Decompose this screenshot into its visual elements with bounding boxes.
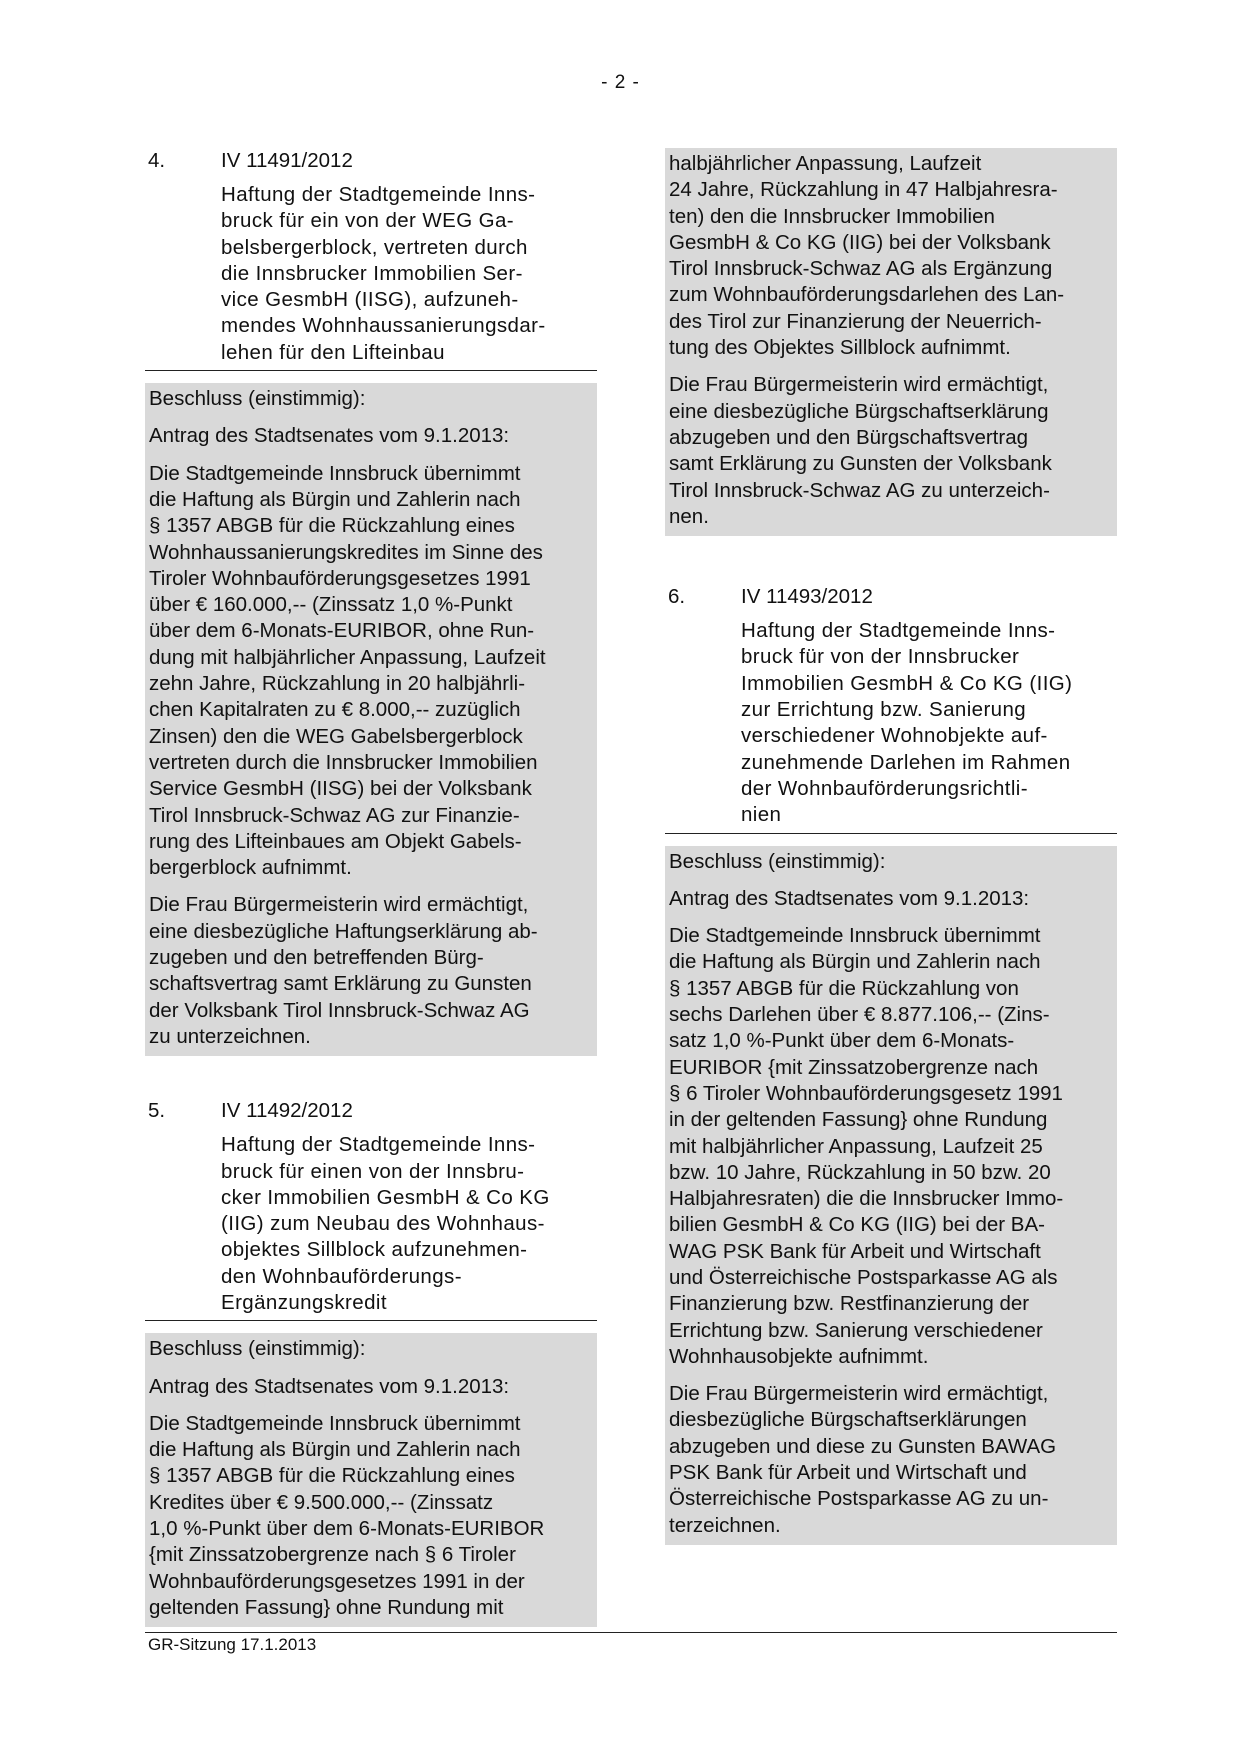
text-line: Wohnhaussanierungskredites im Sinne des (149, 540, 543, 564)
resolution-label: Beschluss (einstimmig): (669, 849, 886, 873)
title-line: nien (741, 803, 782, 827)
text-line: Errichtung bzw. Sanierung verschiedener (669, 1318, 1043, 1342)
title-line: (IIG) zum Neubau des Wohnhaus- (221, 1212, 545, 1236)
item-4-id: IV 11491/2012 (221, 149, 353, 172)
text-line: WAG PSK Bank für Arbeit und Wirtschaft (669, 1239, 1041, 1263)
text-line: sechs Darlehen über € 8.877.106,-- (Zins- (669, 1003, 1050, 1027)
title-line: zur Errichtung bzw. Sanierung (741, 698, 1027, 722)
text-line: rung des Lifteinbaues am Objekt Gabels- (149, 829, 522, 853)
text-line: chen Kapitalraten zu € 8.000,-- zuzüglich (149, 698, 521, 722)
title-line: Haftung der Stadtgemeinde Inns- (741, 619, 1056, 643)
resolution-label: Beschluss (einstimmig): (149, 1337, 366, 1361)
authorization-text (669, 372, 1113, 530)
title-line: cker Immobilien GesmbH & Co KG (221, 1185, 550, 1209)
decision-text-continued (669, 151, 1113, 361)
text-line: satz 1,0 %-Punkt über dem 6-Monats- (669, 1029, 1015, 1053)
page-number: - 2 - (601, 72, 640, 93)
title-line: den Wohnbauförderungs- (221, 1264, 462, 1288)
decision-text (149, 461, 593, 882)
section-divider (145, 1320, 597, 1321)
text-line: terzeichnen. (669, 1513, 781, 1537)
text-line: § 1357 ABGB für die Rückzahlung eines (149, 514, 515, 538)
text-line: geltenden Fassung} ohne Rundung mit (149, 1595, 504, 1619)
text-line: zehn Jahre, Rückzahlung in 20 halbjährli- (149, 672, 526, 696)
text-line: Tirol Innsbruck-Schwaz AG als Ergänzung (669, 257, 1053, 281)
title-line: verschiedener Wohnobjekte auf- (741, 724, 1048, 748)
text-line: Die Frau Bürgermeisterin wird ermächtigt, (669, 373, 1049, 397)
item-4-number: 4. (148, 149, 166, 172)
footer-divider (145, 1632, 1117, 1633)
text-line: Die Frau Bürgermeisterin wird ermächtigt, (149, 893, 529, 917)
text-line: 24 Jahre, Rückzahlung in 47 Halbjahresra- (669, 178, 1058, 202)
motion-label: Antrag des Stadtsenates vom 9.1.2013: (149, 1374, 510, 1398)
title-line: lehen für den Lifteinbau (221, 340, 445, 364)
item-5-header (145, 1098, 597, 1124)
item-6-number: 6. (668, 585, 686, 609)
text-line: Die Stadtgemeinde Innsbruck übernimmt (669, 924, 1041, 948)
title-line: mendes Wohnhaussanierungsdar- (221, 314, 546, 338)
text-line: die Haftung als Bürgin und Zahlerin nach (149, 1438, 521, 1462)
text-line: Tirol Innsbruck-Schwaz AG zur Finanzie- (149, 803, 520, 827)
text-line: tung des Objektes Sillblock aufnimmt. (669, 336, 1011, 360)
text-line: bilien GesmbH & Co KG (IIG) bei der BA- (669, 1213, 1045, 1237)
text-line: Tiroler Wohnbauförderungsgesetzes 1991 (149, 566, 531, 590)
title-line: Haftung der Stadtgemeinde Inns- (221, 183, 536, 206)
text-line: bzw. 10 Jahre, Rückzahlung in 50 bzw. 20 (669, 1160, 1051, 1184)
title-line: Immobilien GesmbH & Co KG (IIG) (741, 671, 1073, 695)
item-5-decision-box-continued (665, 148, 1117, 536)
text-line: diesbezügliche Bürgschaftserklärungen (669, 1408, 1027, 1432)
text-line: dung mit halbjährlicher Anpassung, Laufzeit (149, 645, 546, 669)
text-line: und Österreichische Postsparkasse AG als (669, 1265, 1058, 1289)
title-line: Haftung der Stadtgemeinde Inns- (221, 1133, 536, 1157)
text-line: EURIBOR {mit Zinssatzobergrenze nach (669, 1055, 1039, 1079)
text-line: {mit Zinssatzobergrenze nach § 6 Tiroler (149, 1543, 516, 1567)
text-line: Kredites über € 9.500.000,-- (Zinssatz (149, 1490, 494, 1514)
item-6-header (665, 584, 1117, 610)
title-line: belsbergerblock, vertreten durch (221, 235, 528, 259)
footer-text: GR-Sitzung 17.1.2013 (148, 1635, 317, 1654)
text-line: samt Erklärung zu Gunsten der Volksbank (669, 452, 1052, 476)
text-line: die Haftung als Bürgin und Zahlerin nach (149, 487, 521, 511)
text-line: § 6 Tiroler Wohnbauförderungsgesetz 1991 (669, 1081, 1063, 1105)
text-line: zu unterzeichnen. (149, 1024, 311, 1048)
item-6-decision-box (665, 846, 1117, 1545)
item-5-decision-box (145, 1333, 597, 1627)
item-4-header (145, 148, 597, 174)
text-line: GesmbH & Co KG (IIG) bei der Volksbank (669, 230, 1051, 254)
text-line: vertreten durch die Innsbrucker Immobilien (149, 750, 538, 774)
text-line: die Haftung als Bürgin und Zahlerin nach (669, 950, 1041, 974)
title-line: Ergänzungskredit (221, 1290, 387, 1314)
title-line: bruck für ein von der WEG Ga- (221, 209, 515, 233)
item-5-id: IV 11492/2012 (221, 1099, 353, 1123)
text-line: ten) den die Innsbrucker Immobilien (669, 204, 995, 228)
left-column (145, 148, 597, 1627)
section-divider (145, 370, 597, 371)
text-line: abzugeben und den Bürgschaftsvertrag (669, 425, 1029, 449)
text-line: zugeben und den betreffenden Bürg- (149, 946, 484, 970)
text-line: über € 160.000,-- (Zinssatz 1,0 %-Punkt (149, 593, 513, 617)
resolution-label: Beschluss (einstimmig): (149, 387, 366, 411)
title-line: bruck für von der Innsbrucker (741, 645, 1020, 669)
item-4-title (221, 182, 597, 370)
text-line: Zinsen) den die WEG Gabelsbergerblock (149, 724, 523, 748)
text-line: Halbjahresraten) die die Innsbrucker Immo- (669, 1187, 1064, 1211)
text-line: mit halbjährlicher Anpassung, Laufzeit 25 (669, 1134, 1043, 1158)
title-line: der Wohnbauförderungsrichtli- (741, 776, 1028, 800)
text-line: Österreichische Postsparkasse AG zu un- (669, 1487, 1049, 1511)
text-line: Die Stadtgemeinde Innsbruck übernimmt (149, 461, 521, 485)
text-line: Wohnhausobjekte aufnimmt. (669, 1344, 929, 1368)
text-line: § 1357 ABGB für die Rückzahlung eines (149, 1464, 515, 1488)
text-line: PSK Bank für Arbeit und Wirtschaft und (669, 1461, 1027, 1485)
text-line: schaftsvertrag samt Erklärung zu Gunsten (149, 972, 532, 996)
text-line: Wohnbauförderungsgesetzes 1991 in der (149, 1569, 525, 1593)
text-line: 1,0 %-Punkt über dem 6-Monats-EURIBOR (149, 1517, 545, 1541)
item-5-title (221, 1132, 597, 1320)
text-line: nen. (669, 504, 709, 528)
text-line: halbjährlicher Anpassung, Laufzeit (669, 152, 982, 175)
right-column (665, 148, 1117, 1545)
authorization-text (149, 892, 593, 1050)
motion-label: Antrag des Stadtsenates vom 9.1.2013: (669, 886, 1030, 910)
text-line: Finanzierung bzw. Restfinanzierung der (669, 1292, 1030, 1316)
text-line: in der geltenden Fassung} ohne Rundung (669, 1108, 1048, 1132)
title-line: bruck für einen von der Innsbru- (221, 1159, 525, 1183)
section-divider (665, 833, 1117, 834)
item-6-title (741, 618, 1117, 832)
text-line: über dem 6-Monats-EURIBOR, ohne Run- (149, 619, 535, 643)
text-line: Tirol Innsbruck-Schwaz AG zu unterzeich- (669, 478, 1050, 502)
text-line: § 1357 ABGB für die Rückzahlung von (669, 976, 1019, 1000)
text-line: bergerblock aufnimmt. (149, 856, 352, 880)
motion-label: Antrag des Stadtsenates vom 9.1.2013: (149, 424, 510, 448)
text-line: der Volksbank Tirol Innsbruck-Schwaz AG (149, 998, 530, 1022)
title-line: zunehmende Darlehen im Rahmen (741, 750, 1071, 774)
decision-text (149, 1411, 593, 1621)
item-4-decision-box (145, 383, 597, 1056)
text-line: Die Stadtgemeinde Innsbruck übernimmt (149, 1411, 521, 1435)
authorization-text (669, 1381, 1113, 1539)
text-line: Die Frau Bürgermeisterin wird ermächtigt, (669, 1382, 1049, 1406)
item-5-number: 5. (148, 1099, 166, 1123)
text-line: des Tirol zur Finanzierung der Neuerrich- (669, 309, 1042, 333)
text-line: eine diesbezügliche Haftungserklärung ab- (149, 919, 538, 943)
title-line: vice GesmbH (IISG), aufzuneh- (221, 288, 519, 312)
text-line: zum Wohnbauförderungsdarlehen des Lan- (669, 283, 1065, 307)
decision-text (669, 923, 1113, 1370)
text-line: abzugeben und diese zu Gunsten BAWAG (669, 1434, 1057, 1458)
item-6-id: IV 11493/2012 (741, 585, 873, 609)
text-line: eine diesbezügliche Bürgschaftserklärung (669, 399, 1049, 423)
title-line: die Innsbrucker Immobilien Ser- (221, 261, 523, 285)
title-line: objektes Sillblock aufzunehmen- (221, 1238, 528, 1262)
text-line: Service GesmbH (IISG) bei der Volksbank (149, 777, 532, 801)
